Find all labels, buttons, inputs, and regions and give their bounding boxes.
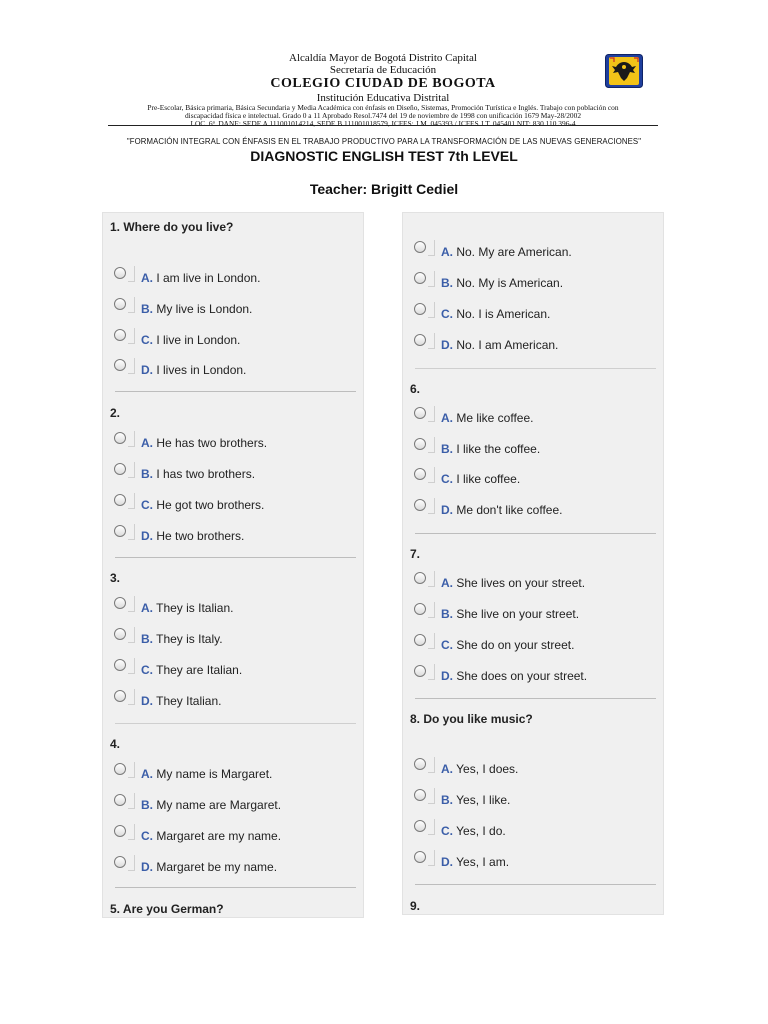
option-letter: B. bbox=[141, 798, 153, 812]
option-letter: C. bbox=[141, 498, 153, 512]
question-2-label: 2. bbox=[110, 406, 121, 420]
option-text: No. I is American. bbox=[453, 307, 551, 321]
option-letter: A. bbox=[441, 245, 453, 259]
option-text: My name are Margaret. bbox=[153, 798, 282, 812]
question-separator bbox=[115, 723, 356, 724]
option-text: Yes, I like. bbox=[453, 793, 511, 807]
option-text: He has two brothers. bbox=[153, 436, 268, 450]
option-text: No. I am American. bbox=[453, 338, 559, 352]
option-letter: A. bbox=[441, 576, 453, 590]
question-4-option-d[interactable] bbox=[110, 853, 350, 875]
radio-button-icon[interactable] bbox=[110, 687, 132, 705]
question-separator bbox=[115, 391, 356, 392]
question-6-option-a[interactable] bbox=[410, 404, 650, 426]
option-letter: D. bbox=[441, 338, 453, 352]
question-separator bbox=[115, 887, 356, 888]
option-text: She does on your street. bbox=[453, 669, 588, 683]
letterhead-line-3: Institución Educativa Distrital bbox=[316, 92, 450, 104]
radio-button-icon[interactable] bbox=[110, 460, 132, 478]
option-letter: D. bbox=[441, 855, 453, 869]
radio-button-icon[interactable] bbox=[410, 817, 432, 835]
question-6-option-b[interactable] bbox=[410, 435, 650, 457]
option-text: My name is Margaret. bbox=[153, 767, 273, 781]
question-4-option-c[interactable] bbox=[110, 822, 350, 844]
question-4-option-a[interactable] bbox=[110, 760, 350, 782]
radio-button-icon[interactable] bbox=[410, 238, 432, 256]
option-letter: C. bbox=[441, 307, 453, 321]
option-letter: D. bbox=[441, 669, 453, 683]
question-3-option-a[interactable] bbox=[110, 594, 350, 616]
school-motto: "FORMACIÓN INTEGRAL CON ÉNFASIS EN EL TRABAJO PRODUCTIVO PARA LA TRANSFORMACIÓN DE LAS NUEVAS GENERACIONES" bbox=[126, 137, 642, 146]
option-text: I am live in London. bbox=[153, 271, 261, 285]
option-letter: C. bbox=[441, 638, 453, 652]
question-2-option-b[interactable] bbox=[110, 460, 350, 482]
option-text: Me don't like coffee. bbox=[453, 503, 563, 517]
test-title: DIAGNOSTIC ENGLISH TEST 7th LEVEL bbox=[250, 148, 518, 164]
question-2-option-c[interactable] bbox=[110, 491, 350, 513]
radio-button-icon[interactable] bbox=[410, 631, 432, 649]
question-3-label: 3. bbox=[110, 571, 121, 585]
radio-button-icon[interactable] bbox=[410, 755, 432, 773]
question-5-option-d[interactable] bbox=[410, 331, 650, 353]
option-text: They is Italian. bbox=[153, 601, 234, 615]
question-3-option-c[interactable] bbox=[110, 656, 350, 678]
question-4-label: 4. bbox=[110, 737, 121, 751]
option-text: He two brothers. bbox=[153, 529, 245, 543]
option-text: No. My are American. bbox=[453, 245, 572, 259]
question-separator bbox=[415, 533, 656, 534]
question-7-option-b[interactable] bbox=[410, 600, 650, 622]
option-text: I like the coffee. bbox=[453, 442, 541, 456]
option-letter: C. bbox=[141, 663, 153, 677]
option-letter: B. bbox=[141, 467, 153, 481]
question-8-option-d[interactable] bbox=[410, 848, 650, 870]
question-6-option-d[interactable] bbox=[410, 496, 650, 518]
option-text: Yes, I does. bbox=[453, 762, 519, 776]
option-text: They is Italy. bbox=[153, 632, 223, 646]
option-letter: D. bbox=[141, 860, 153, 874]
radio-button-icon[interactable] bbox=[410, 269, 432, 287]
radio-button-icon[interactable] bbox=[110, 326, 132, 344]
right-question-panel bbox=[402, 212, 664, 915]
option-letter: A. bbox=[441, 411, 453, 425]
option-letter: D. bbox=[441, 503, 453, 517]
option-letter: C. bbox=[141, 829, 153, 843]
radio-button-icon[interactable] bbox=[110, 853, 132, 871]
radio-button-icon[interactable] bbox=[110, 491, 132, 509]
option-letter: A. bbox=[141, 271, 153, 285]
question-3-option-d[interactable] bbox=[110, 687, 350, 709]
radio-button-icon[interactable] bbox=[110, 625, 132, 643]
question-5-label: 5. Are you German? bbox=[110, 902, 224, 916]
option-letter: A. bbox=[141, 601, 153, 615]
question-8-option-c[interactable] bbox=[410, 817, 650, 839]
option-text: I lives in London. bbox=[153, 363, 247, 377]
option-letter: A. bbox=[141, 436, 153, 450]
radio-button-icon[interactable] bbox=[410, 404, 432, 422]
radio-button-icon[interactable] bbox=[410, 662, 432, 680]
radio-button-icon[interactable] bbox=[410, 600, 432, 618]
option-text: They are Italian. bbox=[153, 663, 243, 677]
option-letter: A. bbox=[141, 767, 153, 781]
question-3-option-b[interactable] bbox=[110, 625, 350, 647]
option-text: Me like coffee. bbox=[453, 411, 534, 425]
radio-button-icon[interactable] bbox=[110, 295, 132, 313]
radio-button-icon[interactable] bbox=[110, 594, 132, 612]
radio-button-icon[interactable] bbox=[410, 569, 432, 587]
left-question-panel bbox=[102, 212, 364, 918]
radio-button-icon[interactable] bbox=[410, 331, 432, 349]
option-text: Yes, I do. bbox=[453, 824, 506, 838]
letterhead-fine-print-2: discapacidad física e intelectual. Grado 0 a 11 Aprobado Resol.7474 del 19 de noviembre de 1998 con unificación 1679 May-28/2002 bbox=[184, 111, 582, 121]
question-5-option-c[interactable] bbox=[410, 300, 650, 322]
question-separator bbox=[415, 884, 656, 885]
option-text: She live on your street. bbox=[453, 607, 580, 621]
option-letter: A. bbox=[441, 762, 453, 776]
question-7-option-a[interactable] bbox=[410, 569, 650, 591]
radio-button-icon[interactable] bbox=[110, 522, 132, 540]
question-4-option-b[interactable] bbox=[110, 791, 350, 813]
radio-button-icon[interactable] bbox=[410, 496, 432, 514]
radio-button-icon[interactable] bbox=[410, 300, 432, 318]
letterhead-rule bbox=[108, 125, 658, 126]
question-8-option-b[interactable] bbox=[410, 786, 650, 808]
question-1-option-d[interactable] bbox=[110, 356, 350, 378]
option-letter: D. bbox=[141, 363, 153, 377]
option-text: Yes, I am. bbox=[453, 855, 510, 869]
question-7-label: 7. bbox=[410, 547, 421, 561]
question-1-option-b[interactable] bbox=[110, 295, 350, 317]
option-text: Margaret are my name. bbox=[153, 829, 282, 843]
bogota-coat-of-arms-icon bbox=[605, 54, 643, 88]
question-1-label: 1. Where do you live? bbox=[110, 220, 234, 234]
radio-button-icon[interactable] bbox=[110, 822, 132, 840]
option-letter: B. bbox=[141, 632, 153, 646]
question-9-label: 9. bbox=[410, 899, 421, 913]
question-7-option-d[interactable] bbox=[410, 662, 650, 684]
option-text: I live in London. bbox=[153, 333, 241, 347]
option-text: She lives on your street. bbox=[453, 576, 586, 590]
question-8-label: 8. Do you like music? bbox=[410, 712, 533, 726]
option-letter: B. bbox=[441, 793, 453, 807]
question-separator bbox=[415, 368, 656, 369]
option-text: No. My is American. bbox=[453, 276, 564, 290]
teacher-name: Teacher: Brigitt Cediel bbox=[309, 181, 459, 197]
school-name: COLEGIO CIUDAD DE BOGOTA bbox=[270, 76, 496, 91]
radio-button-icon[interactable] bbox=[110, 429, 132, 447]
question-2-option-a[interactable] bbox=[110, 429, 350, 451]
option-letter: D. bbox=[141, 529, 153, 543]
question-6-option-c[interactable] bbox=[410, 465, 650, 487]
option-text: I has two brothers. bbox=[153, 467, 256, 481]
letterhead bbox=[108, 52, 658, 129]
option-text: She do on your street. bbox=[453, 638, 575, 652]
question-1-option-c[interactable] bbox=[110, 326, 350, 348]
option-letter: C. bbox=[141, 333, 153, 347]
option-text: He got two brothers. bbox=[153, 498, 265, 512]
option-text: They Italian. bbox=[153, 694, 222, 708]
letterhead-line-1: Alcaldía Mayor de Bogotá Distrito Capital bbox=[289, 52, 477, 64]
question-7-option-c[interactable] bbox=[410, 631, 650, 653]
question-6-label: 6. bbox=[410, 382, 421, 396]
radio-button-icon[interactable] bbox=[410, 786, 432, 804]
question-5-option-b[interactable] bbox=[410, 269, 650, 291]
question-2-option-d[interactable] bbox=[110, 522, 350, 544]
option-letter: C. bbox=[441, 824, 453, 838]
radio-button-icon[interactable] bbox=[410, 465, 432, 483]
question-5-option-a[interactable] bbox=[410, 238, 650, 260]
letterhead-fine-print-3: LOC. 6ª. DANE: SEDE A 111001014214, SEDE B 111001018579, ICFES: J.M. 045393 / ICFES J.T. 045401 NIT: 830.110.396-4 bbox=[190, 119, 576, 129]
letterhead-fine-print-1: Pre-Escolar, Básica primaria, Básica Secundaria y Media Académica con énfasis en Diseño, Sistemas, Promoción Turística e Inglés. Trabajo con población con bbox=[147, 103, 619, 112]
radio-button-icon[interactable] bbox=[410, 848, 432, 866]
option-letter: B. bbox=[441, 276, 453, 290]
option-letter: B. bbox=[441, 442, 453, 456]
option-text: My live is London. bbox=[153, 302, 253, 316]
radio-button-icon[interactable] bbox=[110, 356, 132, 374]
option-letter: B. bbox=[141, 302, 153, 316]
option-letter: B. bbox=[441, 607, 453, 621]
option-letter: C. bbox=[441, 472, 453, 486]
question-separator bbox=[415, 698, 656, 699]
option-letter: D. bbox=[141, 694, 153, 708]
letterhead-line-2: Secretaría de Educación bbox=[329, 64, 437, 76]
radio-button-icon[interactable] bbox=[110, 760, 132, 778]
radio-button-icon[interactable] bbox=[410, 435, 432, 453]
question-8-option-a[interactable] bbox=[410, 755, 650, 777]
radio-button-icon[interactable] bbox=[110, 791, 132, 809]
option-text: I like coffee. bbox=[453, 472, 521, 486]
question-1-option-a[interactable] bbox=[110, 264, 350, 286]
radio-button-icon[interactable] bbox=[110, 656, 132, 674]
question-separator bbox=[115, 557, 356, 558]
radio-button-icon[interactable] bbox=[110, 264, 132, 282]
option-text: Margaret be my name. bbox=[153, 860, 278, 874]
